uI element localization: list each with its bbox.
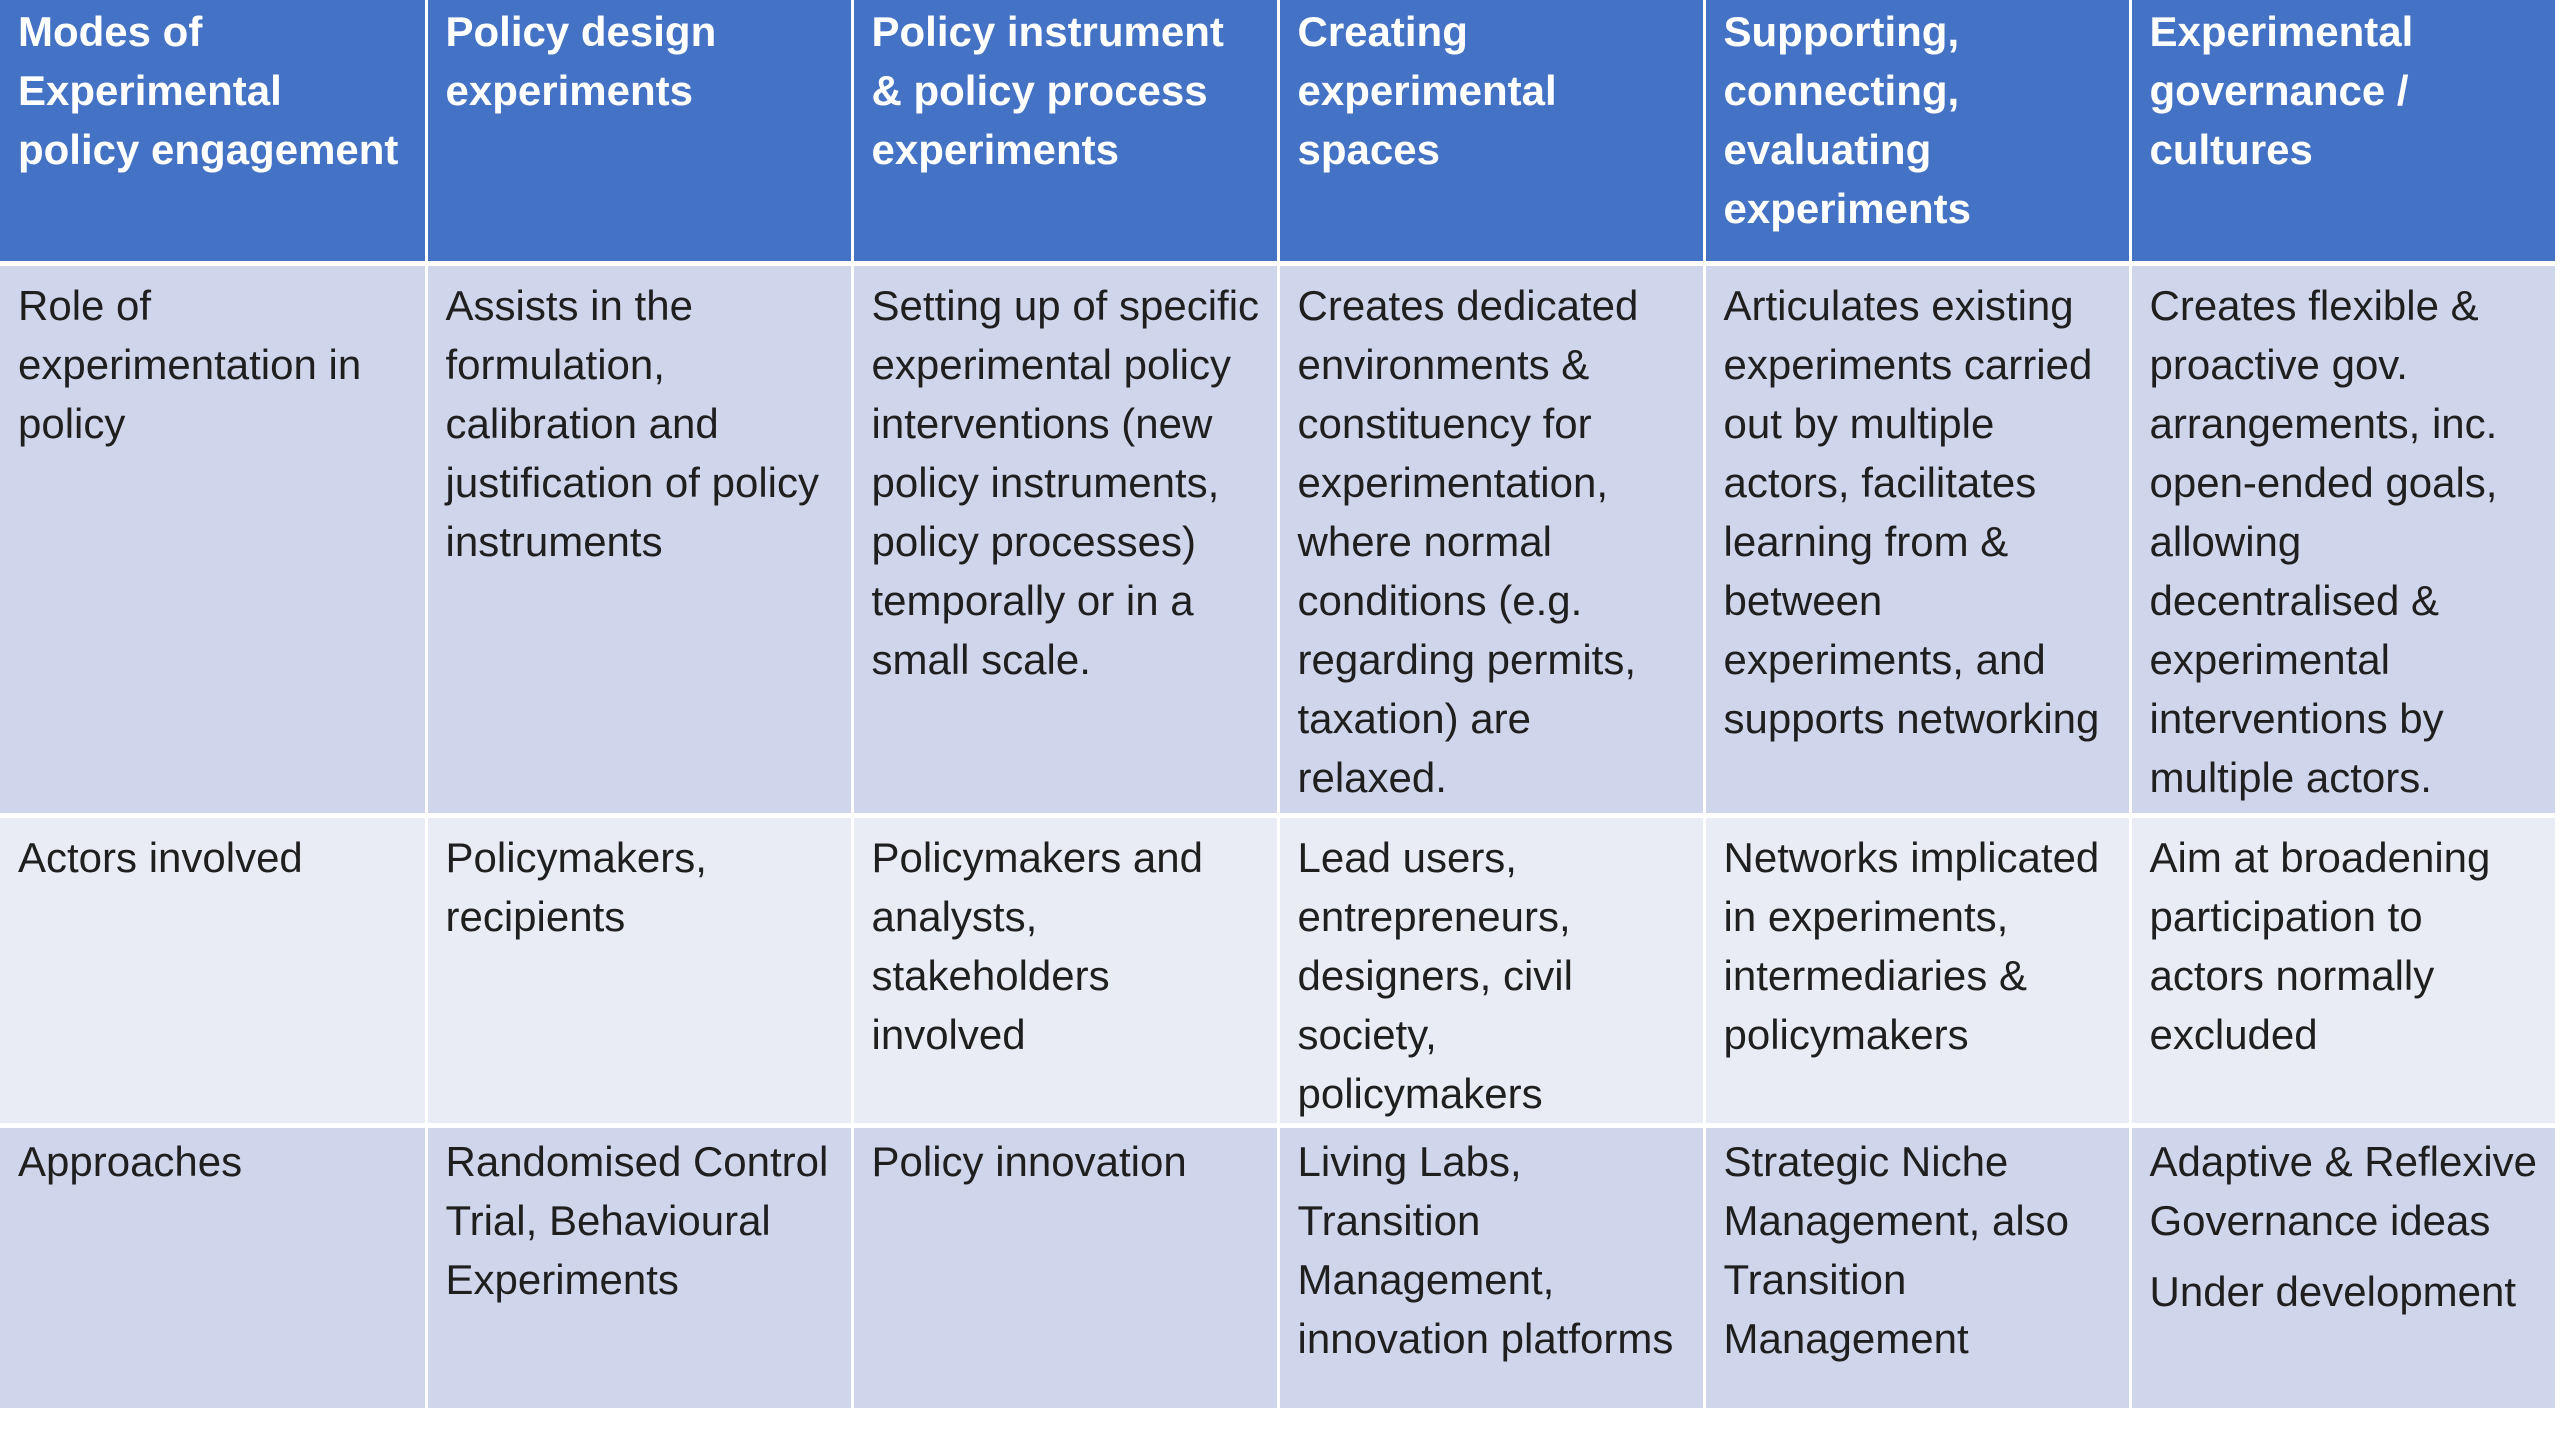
header-cell-modes: Modes of Experimental policy engagement	[0, 0, 426, 263]
table-cell: Aim at broadening participation to actors normally excluded	[2130, 815, 2556, 1125]
header-cell-governance: Experimental governance / cultures	[2130, 0, 2556, 263]
table-cell: Creates dedicated environments & constituency for experimentation, where normal conditions (e.g. regarding permits, taxation) are relaxed.	[1278, 263, 1704, 815]
table-cell-governance-approaches	[2130, 1125, 2556, 1410]
row-label-actors: Actors involved	[0, 815, 426, 1125]
row-label-role: Role of experimentation in policy	[0, 263, 426, 815]
table-cell: Strategic Niche Management, also Transition Management	[1704, 1125, 2130, 1410]
header-row	[0, 0, 2556, 263]
cell-text: Adaptive & Reflexive Governance ideas	[2149, 1137, 2538, 1244]
table-cell: Networks implicated in experiments, intermediaries & policymakers	[1704, 815, 2130, 1125]
under-development-note: Under development	[2149, 1267, 2517, 1315]
table-row-actors	[0, 815, 2556, 1125]
table-cell: Randomised Control Trial, Behavioural Experiments	[426, 1125, 852, 1410]
table-cell: Policymakers and analysts, stakeholders involved	[852, 815, 1278, 1125]
row-label-approaches: Approaches	[0, 1125, 426, 1410]
table-cell: Living Labs, Transition Management, innovation platforms	[1278, 1125, 1704, 1410]
table-body	[0, 263, 2556, 1410]
table-cell: Policymakers, recipients	[426, 815, 852, 1125]
header-cell-policy-design: Policy design experiments	[426, 0, 852, 263]
table-cell: Lead users, entrepreneurs, designers, civil society, policymakers	[1278, 815, 1704, 1125]
table-row-approaches	[0, 1125, 2556, 1410]
table-cell: Creates flexible & proactive gov. arrangements, inc. open-ended goals, allowing decentralised & experimental interventions by multiple actors.	[2130, 263, 2556, 815]
table-row-role	[0, 263, 2556, 815]
header-cell-policy-instrument: Policy instrument & policy process experiments	[852, 0, 1278, 263]
header-cell-supporting: Supporting, connecting, evaluating experiments	[1704, 0, 2130, 263]
table-cell: Policy innovation	[852, 1125, 1278, 1410]
table-header	[0, 0, 2556, 263]
table-cell: Articulates existing experiments carried out by multiple actors, facilitates learning from & between experiments, and supports networking	[1704, 263, 2130, 815]
table-cell: Assists in the formulation, calibration and justification of policy instruments	[426, 263, 852, 815]
header-cell-experimental-spaces: Creating experimental spaces	[1278, 0, 1704, 263]
table-cell: Setting up of specific experimental policy interventions (new policy instruments, policy processes) temporally or in a small scale.	[852, 263, 1278, 815]
